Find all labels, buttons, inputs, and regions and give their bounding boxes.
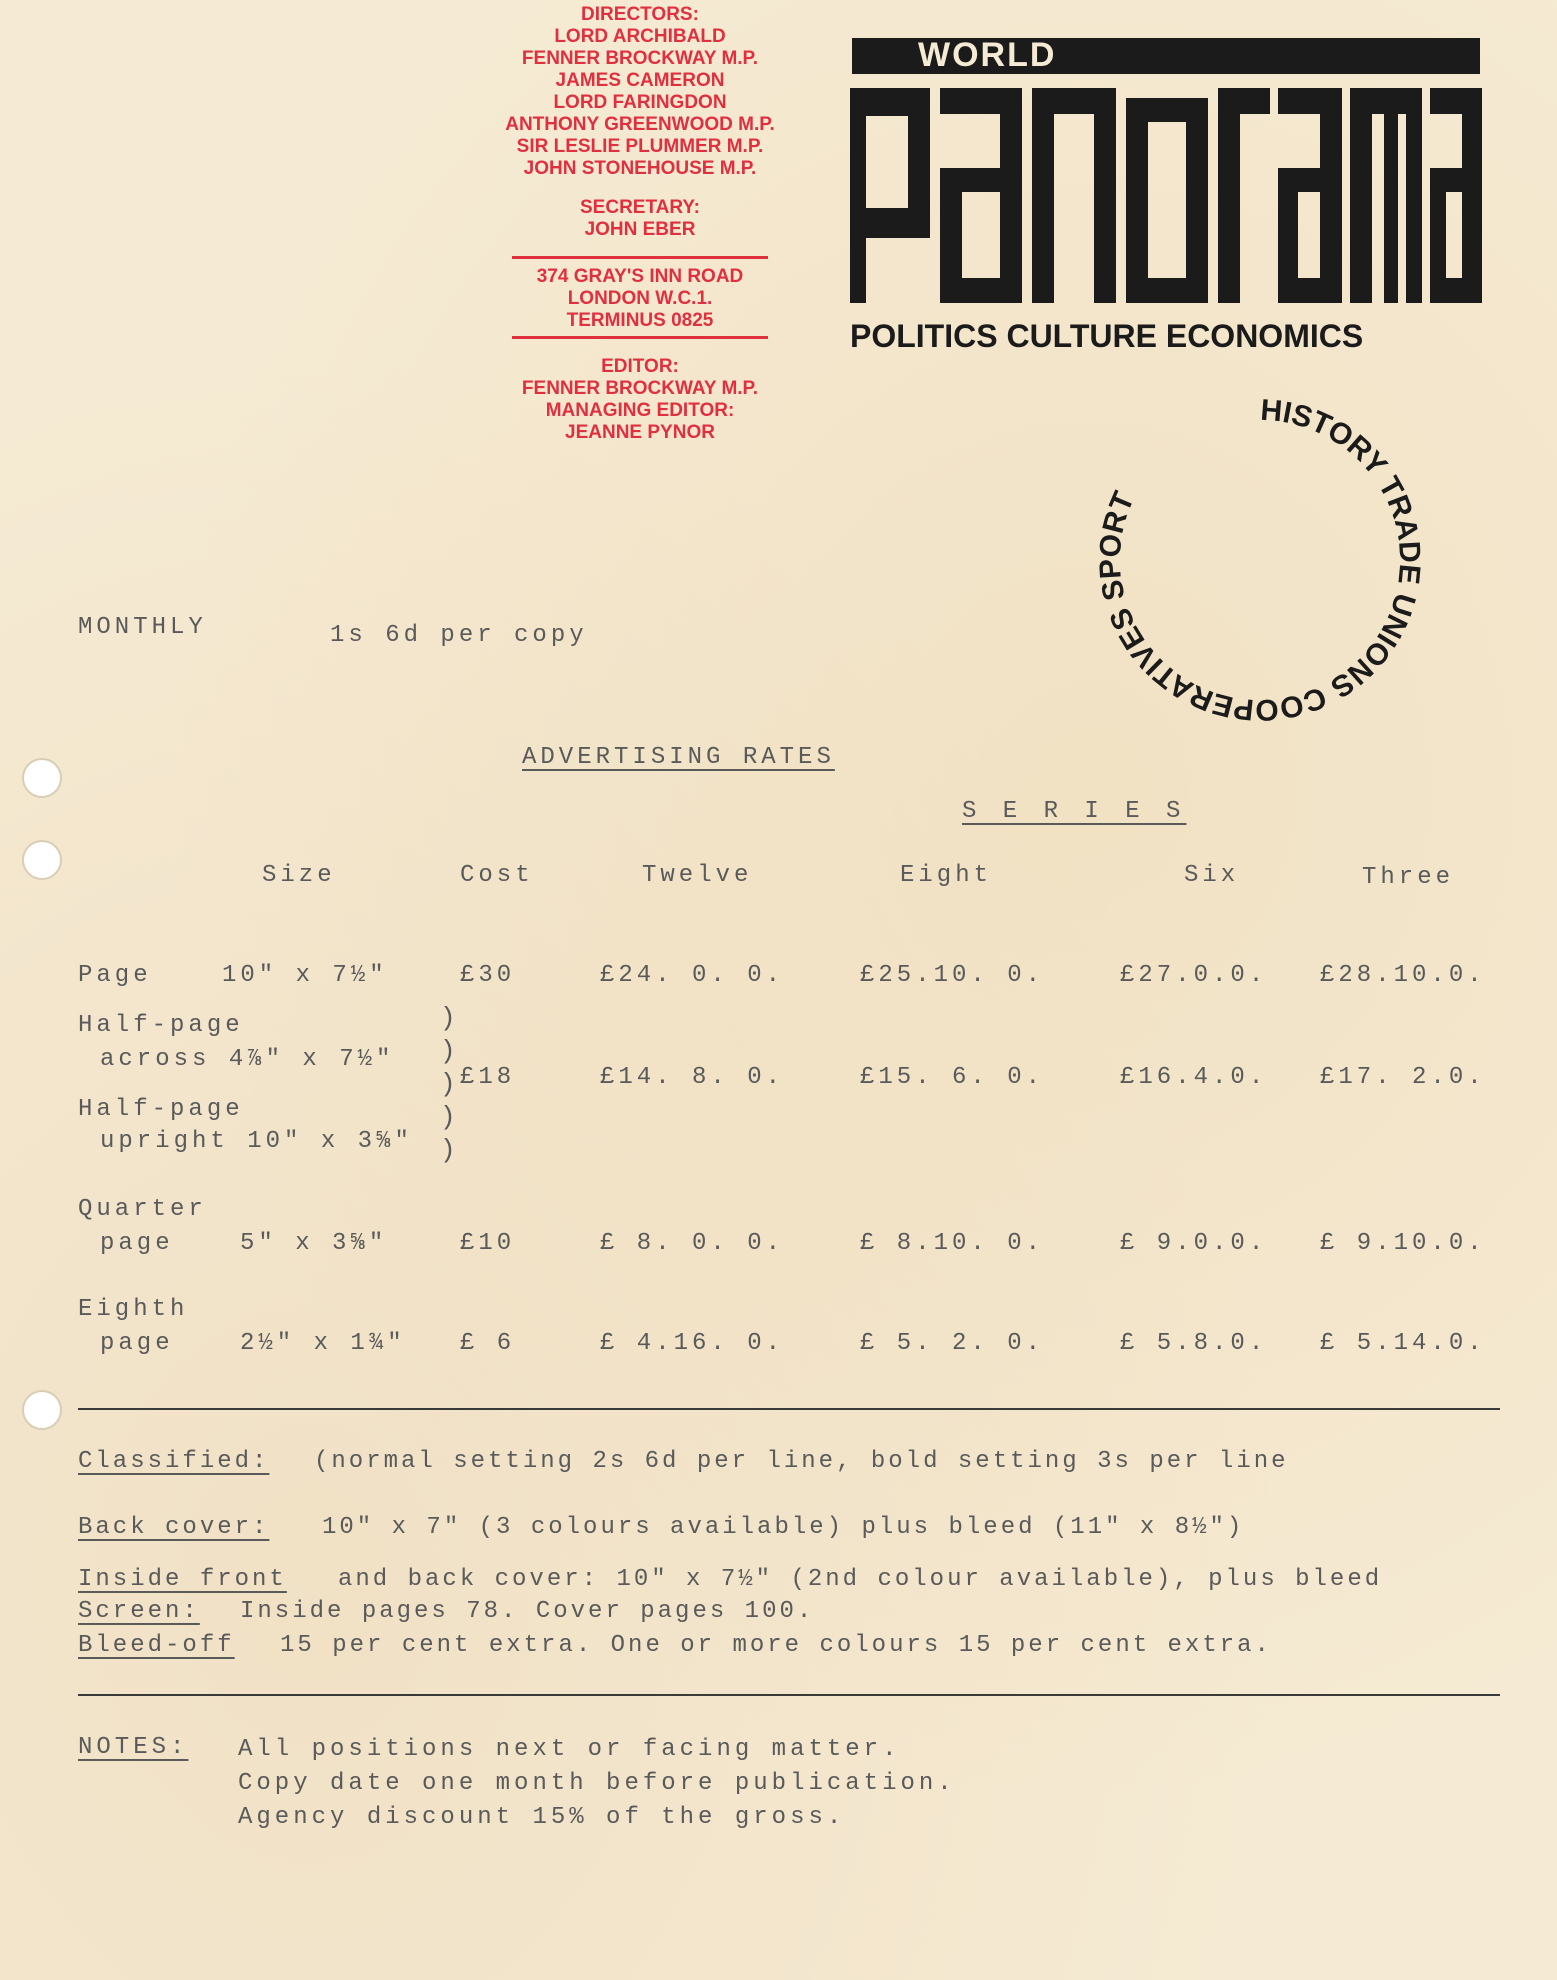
row-three: £28.10.0. bbox=[1320, 962, 1486, 989]
frequency-label: MONTHLY bbox=[78, 614, 207, 641]
secretary-label: SECRETARY: bbox=[580, 197, 700, 218]
circle-words: HISTORY TRADE UNIONS COOPERATIVES SPORT bbox=[1093, 393, 1427, 727]
director-name: SIR LESLIE PLUMMER M.P. bbox=[516, 136, 764, 157]
row-six: £27.0.0. bbox=[1120, 962, 1268, 989]
column-cost: Cost bbox=[460, 862, 534, 889]
screen-label: Screen: bbox=[78, 1598, 200, 1625]
red-divider-2 bbox=[512, 336, 768, 339]
managing-editor-name: JEANNE PYNOR bbox=[565, 422, 715, 443]
column-size: Size bbox=[262, 862, 336, 889]
director-name: LORD FARINGDON bbox=[553, 92, 727, 113]
row-twelve: £14. 8. 0. bbox=[600, 1064, 785, 1091]
column-twelve: Twelve bbox=[642, 862, 753, 889]
row-label: Half-page bbox=[78, 1012, 244, 1039]
row-eight: £ 5. 2. 0. bbox=[860, 1330, 1045, 1357]
column-eight: Eight bbox=[900, 862, 993, 889]
row-three: £ 9.10.0. bbox=[1320, 1230, 1486, 1257]
address-block bbox=[440, 266, 840, 332]
red-divider-1 bbox=[512, 256, 768, 259]
editor-block bbox=[440, 356, 840, 444]
divider-line-2 bbox=[78, 1694, 1500, 1696]
secretary-block bbox=[440, 197, 840, 241]
screen-text: Inside pages 78. Cover pages 100. bbox=[240, 1598, 815, 1625]
inside-cover-label: Inside front bbox=[78, 1566, 287, 1593]
address-line: LONDON W.C.1. bbox=[567, 288, 713, 309]
classified-label: Classified: bbox=[78, 1448, 270, 1475]
series-label: S E R I E S bbox=[962, 798, 1187, 825]
row-size: 2½" x 1¾" bbox=[240, 1330, 406, 1357]
column-six: Six bbox=[1184, 862, 1240, 889]
svg-text:HISTORY TRADE UNIONS COOPERATI bbox=[1094, 394, 1427, 727]
bracket: ) ) ) ) ) bbox=[440, 1003, 456, 1165]
secretary-name: JOHN EBER bbox=[584, 219, 696, 240]
logo-tagline: POLITICS CULTURE ECONOMICS bbox=[850, 318, 1364, 354]
row-cost: £18 bbox=[460, 1064, 516, 1091]
back-cover-label: Back cover: bbox=[78, 1514, 270, 1541]
editor-name: FENNER BROCKWAY M.P. bbox=[521, 378, 759, 399]
row-eight: £25.10. 0. bbox=[860, 962, 1045, 989]
note-line: Agency discount 15% of the gross. bbox=[238, 1804, 846, 1831]
director-name: ANTHONY GREENWOOD M.P. bbox=[505, 114, 775, 135]
row-cost: £30 bbox=[460, 962, 516, 989]
director-name: JOHN STONEHOUSE M.P. bbox=[523, 158, 757, 179]
row-eight: £ 8.10. 0. bbox=[860, 1230, 1045, 1257]
row-twelve: £ 8. 0. 0. bbox=[600, 1230, 785, 1257]
row-three: £17. 2.0. bbox=[1320, 1064, 1486, 1091]
note-line: Copy date one month before publication. bbox=[238, 1770, 956, 1797]
row-six: £ 5.8.0. bbox=[1120, 1330, 1268, 1357]
row-label: Page bbox=[78, 962, 152, 989]
row-six: £ 9.0.0. bbox=[1120, 1230, 1268, 1257]
inside-cover-text: and back cover: 10" x 7½" (2nd colour available), plus bleed bbox=[338, 1566, 1383, 1593]
row-label: across 4⅞" x 7½" bbox=[100, 1046, 395, 1073]
directors-label: DIRECTORS: bbox=[581, 4, 699, 25]
document-title: ADVERTISING RATES bbox=[522, 744, 835, 771]
address-line: TERMINUS 0825 bbox=[566, 310, 714, 331]
notes-label: NOTES: bbox=[78, 1734, 189, 1761]
bleed-label: Bleed-off bbox=[78, 1632, 235, 1659]
director-name: JAMES CAMERON bbox=[555, 70, 725, 91]
row-label: Eighth bbox=[78, 1296, 189, 1323]
row-label: Half-page bbox=[78, 1096, 244, 1123]
address-line: 374 GRAY'S INN ROAD bbox=[536, 266, 744, 287]
director-name: LORD ARCHIBALD bbox=[554, 26, 726, 47]
punch-hole-1 bbox=[22, 758, 62, 798]
row-size: 10" x 7½" bbox=[222, 962, 388, 989]
note-line: All positions next or facing matter. bbox=[238, 1736, 901, 1763]
price-text: 1s 6d per copy bbox=[330, 622, 588, 649]
managing-editor-label: MANAGING EDITOR: bbox=[545, 400, 735, 421]
row-twelve: £24. 0. 0. bbox=[600, 962, 785, 989]
classified-text: (normal setting 2s 6d per line, bold setting 3s per line bbox=[314, 1448, 1289, 1475]
row-cost: £ 6 bbox=[460, 1330, 516, 1357]
back-cover-text: 10" x 7" (3 colours available) plus bleed (11" x 8½") bbox=[322, 1514, 1245, 1541]
row-twelve: £ 4.16. 0. bbox=[600, 1330, 785, 1357]
director-name: FENNER BROCKWAY M.P. bbox=[521, 48, 759, 69]
editor-label: EDITOR: bbox=[601, 356, 679, 377]
logo-circle-text bbox=[1080, 360, 1440, 760]
row-eight: £15. 6. 0. bbox=[860, 1064, 1045, 1091]
bleed-text: 15 per cent extra. One or more colours 15 per cent extra. bbox=[280, 1632, 1272, 1659]
panorama-logo bbox=[850, 58, 1482, 308]
column-three: Three bbox=[1362, 864, 1455, 891]
row-six: £16.4.0. bbox=[1120, 1064, 1268, 1091]
logo-world-text: WORLD bbox=[918, 36, 1057, 74]
punch-hole-3 bbox=[22, 1390, 62, 1430]
row-label: Quarter bbox=[78, 1196, 207, 1223]
row-label: page bbox=[100, 1330, 174, 1357]
directors-block bbox=[440, 4, 840, 180]
divider-line-1 bbox=[78, 1408, 1500, 1410]
row-three: £ 5.14.0. bbox=[1320, 1330, 1486, 1357]
row-size: 5" x 3⅝" bbox=[240, 1230, 388, 1257]
row-label: page bbox=[100, 1230, 174, 1257]
row-cost: £10 bbox=[460, 1230, 516, 1257]
punch-hole-2 bbox=[22, 840, 62, 880]
row-label: upright 10" x 3⅝" bbox=[100, 1128, 413, 1155]
